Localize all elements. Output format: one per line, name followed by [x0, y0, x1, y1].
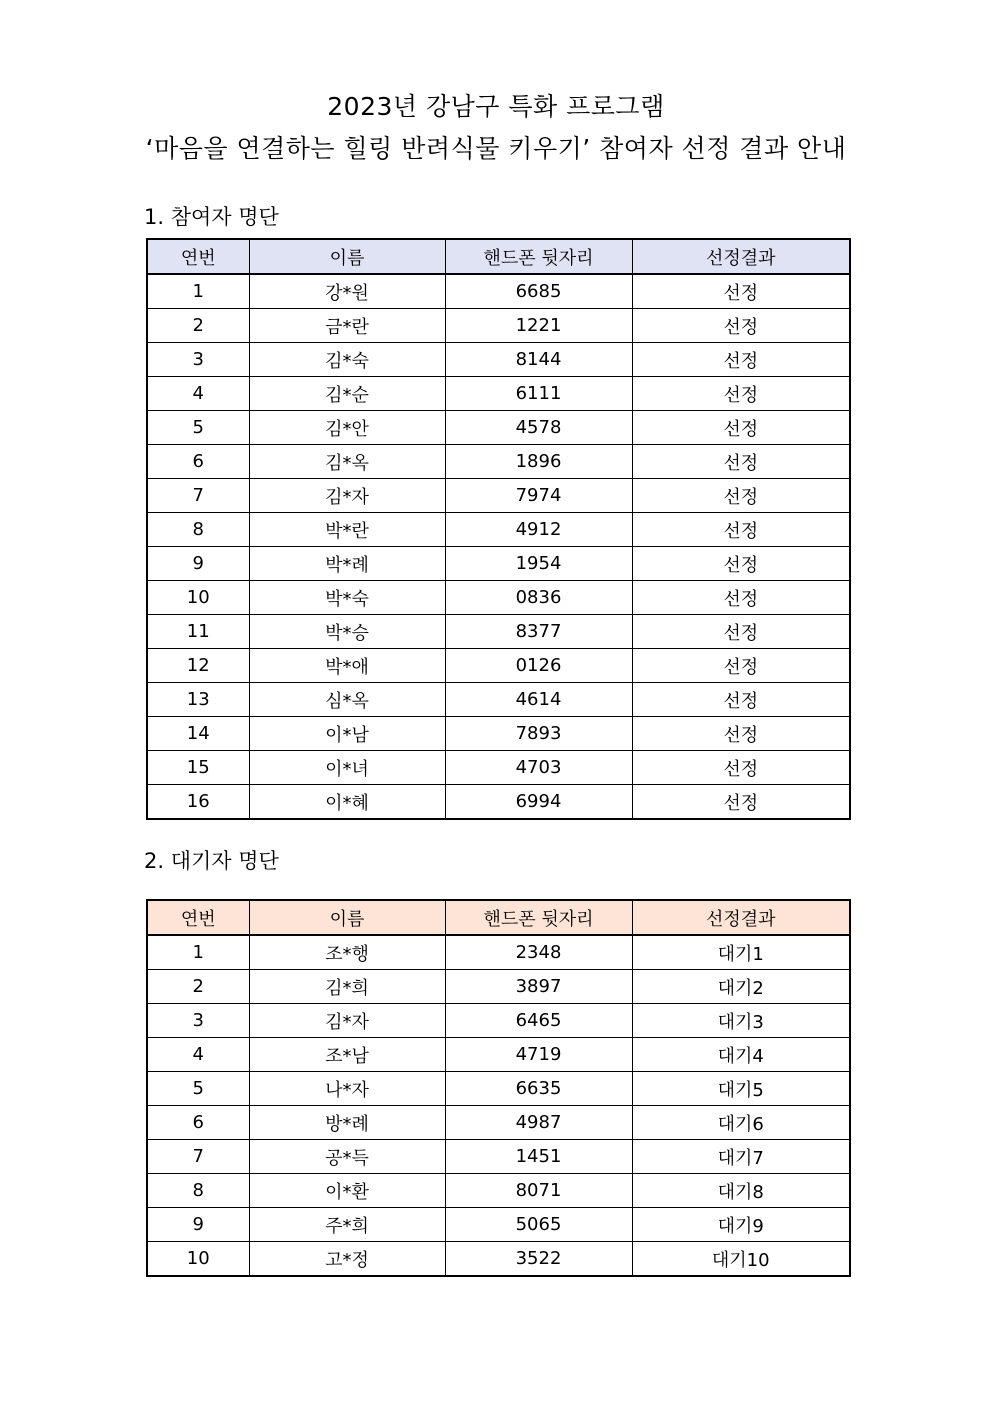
cell-phone: 2348: [445, 935, 632, 970]
cell-name: 김*안: [249, 411, 445, 445]
cell-result: 대기6: [632, 1106, 850, 1140]
cell-result: 선정: [632, 309, 850, 343]
cell-phone: 8071: [445, 1174, 632, 1208]
waitlist-header-row: [147, 900, 850, 935]
column-header-phone: 핸드폰 뒷자리: [445, 900, 632, 935]
cell-name: 방*례: [249, 1106, 445, 1140]
table-row: [147, 1174, 850, 1208]
cell-name: 김*희: [249, 970, 445, 1004]
cell-number: 11: [147, 615, 249, 649]
table-row: [147, 1242, 850, 1277]
cell-result: 대기9: [632, 1208, 850, 1242]
cell-phone: 1896: [445, 445, 632, 479]
cell-phone: 1954: [445, 547, 632, 581]
table-row: [147, 717, 850, 751]
column-header-result: 선정결과: [632, 239, 850, 274]
column-header-name: 이름: [249, 239, 445, 274]
cell-number: 4: [147, 377, 249, 411]
table-row: [147, 1106, 850, 1140]
cell-number: 5: [147, 1072, 249, 1106]
cell-name: 김*옥: [249, 445, 445, 479]
table-row: [147, 411, 850, 445]
table-row: [147, 1038, 850, 1072]
cell-name: 조*행: [249, 935, 445, 970]
cell-name: 이*환: [249, 1174, 445, 1208]
cell-result: 대기4: [632, 1038, 850, 1072]
table-row: [147, 479, 850, 513]
cell-phone: 4614: [445, 683, 632, 717]
cell-result: 선정: [632, 717, 850, 751]
cell-number: 1: [147, 274, 249, 309]
table-row: [147, 649, 850, 683]
cell-result: 선정: [632, 445, 850, 479]
table-row: [147, 377, 850, 411]
cell-result: 대기3: [632, 1004, 850, 1038]
cell-number: 15: [147, 751, 249, 785]
cell-phone: 6994: [445, 785, 632, 820]
cell-number: 8: [147, 1174, 249, 1208]
cell-result: 대기10: [632, 1242, 850, 1277]
cell-name: 박*례: [249, 547, 445, 581]
cell-number: 13: [147, 683, 249, 717]
cell-phone: 8144: [445, 343, 632, 377]
waitlist-heading: 2. 대기자 명단: [144, 849, 279, 873]
table-row: [147, 1140, 850, 1174]
cell-number: 3: [147, 1004, 249, 1038]
cell-phone: 3522: [445, 1242, 632, 1277]
cell-phone: 7974: [445, 479, 632, 513]
cell-result: 선정: [632, 547, 850, 581]
cell-name: 박*란: [249, 513, 445, 547]
cell-result: 대기8: [632, 1174, 850, 1208]
cell-number: 3: [147, 343, 249, 377]
column-header-name: 이름: [249, 900, 445, 935]
cell-name: 심*옥: [249, 683, 445, 717]
cell-result: 선정: [632, 377, 850, 411]
participants-table: [146, 238, 851, 820]
table-row: [147, 785, 850, 820]
cell-phone: 6685: [445, 274, 632, 309]
cell-number: 7: [147, 479, 249, 513]
cell-name: 김*자: [249, 1004, 445, 1038]
column-header-result: 선정결과: [632, 900, 850, 935]
cell-phone: 4987: [445, 1106, 632, 1140]
cell-phone: 1451: [445, 1140, 632, 1174]
cell-name: 김*자: [249, 479, 445, 513]
cell-result: 대기1: [632, 935, 850, 970]
cell-number: 9: [147, 547, 249, 581]
cell-name: 이*혜: [249, 785, 445, 820]
cell-name: 고*정: [249, 1242, 445, 1277]
document-title: 2023년 강남구 특화 프로그램: [327, 92, 665, 121]
cell-result: 선정: [632, 615, 850, 649]
cell-result: 선정: [632, 479, 850, 513]
table-row: [147, 751, 850, 785]
cell-number: 10: [147, 1242, 249, 1277]
cell-phone: 0126: [445, 649, 632, 683]
cell-result: 대기2: [632, 970, 850, 1004]
cell-number: 4: [147, 1038, 249, 1072]
cell-phone: 1221: [445, 309, 632, 343]
cell-name: 박*승: [249, 615, 445, 649]
table-row: [147, 309, 850, 343]
table-row: [147, 547, 850, 581]
cell-phone: 0836: [445, 581, 632, 615]
cell-name: 박*애: [249, 649, 445, 683]
waitlist-table: [146, 899, 851, 1277]
cell-name: 금*란: [249, 309, 445, 343]
cell-number: 16: [147, 785, 249, 820]
cell-name: 김*순: [249, 377, 445, 411]
cell-phone: 4912: [445, 513, 632, 547]
table-row: [147, 445, 850, 479]
table-row: [147, 935, 850, 970]
table-row: [147, 274, 850, 309]
cell-name: 공*득: [249, 1140, 445, 1174]
cell-number: 10: [147, 581, 249, 615]
cell-result: 선정: [632, 581, 850, 615]
cell-phone: 6111: [445, 377, 632, 411]
cell-phone: 3897: [445, 970, 632, 1004]
cell-result: 선정: [632, 343, 850, 377]
table-row: [147, 513, 850, 547]
column-header-phone: 핸드폰 뒷자리: [445, 239, 632, 274]
table-row: [147, 1072, 850, 1106]
cell-result: 선정: [632, 513, 850, 547]
cell-number: 9: [147, 1208, 249, 1242]
table-row: [147, 581, 850, 615]
cell-number: 14: [147, 717, 249, 751]
cell-result: 선정: [632, 751, 850, 785]
table-row: [147, 1208, 850, 1242]
cell-name: 이*남: [249, 717, 445, 751]
column-header-number: 연번: [147, 239, 249, 274]
table-row: [147, 343, 850, 377]
table-row: [147, 615, 850, 649]
document-subtitle: ‘마음을 연결하는 힐링 반려식물 키우기’ 참여자 선정 결과 안내: [145, 134, 847, 163]
cell-number: 2: [147, 309, 249, 343]
cell-number: 2: [147, 970, 249, 1004]
cell-number: 6: [147, 445, 249, 479]
cell-number: 7: [147, 1140, 249, 1174]
cell-phone: 4703: [445, 751, 632, 785]
table-row: [147, 1004, 850, 1038]
cell-name: 주*희: [249, 1208, 445, 1242]
cell-name: 조*남: [249, 1038, 445, 1072]
cell-result: 선정: [632, 785, 850, 820]
cell-name: 이*녀: [249, 751, 445, 785]
cell-phone: 4719: [445, 1038, 632, 1072]
cell-phone: 5065: [445, 1208, 632, 1242]
cell-phone: 4578: [445, 411, 632, 445]
cell-name: 박*숙: [249, 581, 445, 615]
cell-result: 선정: [632, 649, 850, 683]
table-row: [147, 683, 850, 717]
cell-number: 8: [147, 513, 249, 547]
table-row: [147, 970, 850, 1004]
cell-name: 김*숙: [249, 343, 445, 377]
cell-result: 선정: [632, 411, 850, 445]
cell-name: 나*자: [249, 1072, 445, 1106]
cell-phone: 7893: [445, 717, 632, 751]
cell-phone: 8377: [445, 615, 632, 649]
column-header-number: 연번: [147, 900, 249, 935]
cell-phone: 6465: [445, 1004, 632, 1038]
cell-number: 1: [147, 935, 249, 970]
cell-phone: 6635: [445, 1072, 632, 1106]
cell-number: 12: [147, 649, 249, 683]
cell-result: 대기7: [632, 1140, 850, 1174]
cell-result: 선정: [632, 683, 850, 717]
cell-number: 5: [147, 411, 249, 445]
cell-name: 강*원: [249, 274, 445, 309]
cell-number: 6: [147, 1106, 249, 1140]
participants-heading: 1. 참여자 명단: [144, 205, 279, 229]
participants-header-row: [147, 239, 850, 274]
cell-result: 대기5: [632, 1072, 850, 1106]
cell-result: 선정: [632, 274, 850, 309]
